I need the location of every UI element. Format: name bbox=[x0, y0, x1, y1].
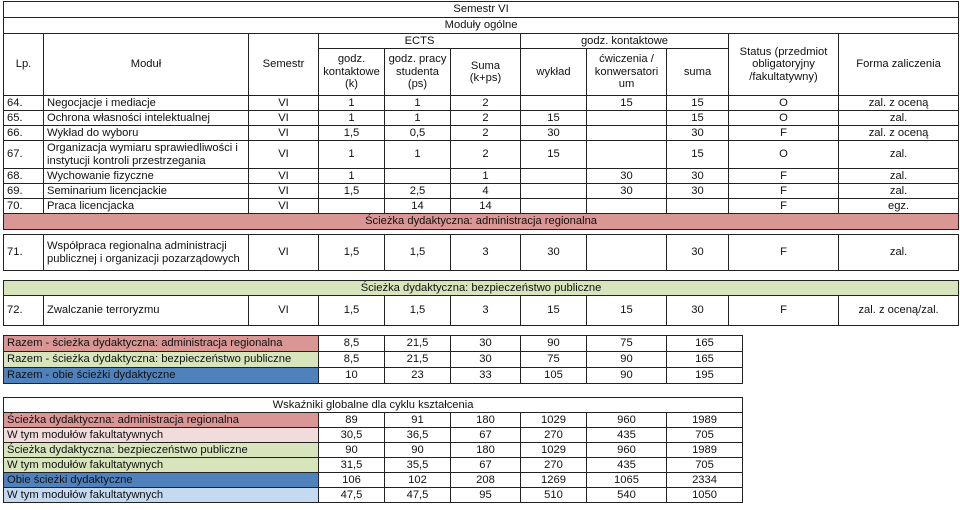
global-value: 106 bbox=[319, 473, 385, 488]
module-row bbox=[4, 235, 959, 271]
section-title: Moduły ogólne bbox=[4, 18, 959, 34]
kps-cell: 2 bbox=[451, 96, 521, 111]
form-cell: zal. bbox=[839, 141, 959, 169]
global-value: 102 bbox=[385, 473, 451, 488]
global-value: 89 bbox=[319, 413, 385, 428]
totals-value: 165 bbox=[667, 352, 743, 368]
wyklad-cell: 30 bbox=[521, 126, 587, 141]
global-value: 510 bbox=[521, 488, 587, 503]
kontakt-cell: 1,5 bbox=[319, 235, 385, 271]
totals-value: 75 bbox=[521, 352, 587, 368]
global-row bbox=[4, 458, 743, 473]
header-wyklad: wykład bbox=[521, 49, 587, 96]
header-suma: suma bbox=[667, 49, 729, 96]
module-row bbox=[4, 169, 959, 184]
global-label: Ścieżka dydaktyczna: bezpieczeństwo publiczne bbox=[4, 443, 319, 458]
global-row bbox=[4, 473, 743, 488]
cwiczenia-cell bbox=[587, 141, 667, 169]
suma-cell: 30 bbox=[667, 235, 729, 271]
form-cell: zal. z oceną bbox=[839, 96, 959, 111]
global-label: Ścieżka dydaktyczna: administracja regionalna bbox=[4, 413, 319, 428]
lp-cell: 71. bbox=[4, 235, 44, 271]
form-cell: zal. bbox=[839, 184, 959, 199]
form-cell: egz. bbox=[839, 199, 959, 214]
global-value: 1989 bbox=[667, 413, 743, 428]
module-row bbox=[4, 141, 959, 169]
ps-cell: 1 bbox=[385, 111, 451, 126]
status-cell: F bbox=[729, 184, 839, 199]
header-suma-kps: Suma (k+ps) bbox=[451, 49, 521, 96]
form-cell: zal. bbox=[839, 169, 959, 184]
status-cell: F bbox=[729, 169, 839, 184]
form-cell: zal. z oceną bbox=[839, 126, 959, 141]
kontakt-cell: 1 bbox=[319, 96, 385, 111]
totals-value: 8,5 bbox=[319, 336, 385, 352]
cwiczenia-cell bbox=[587, 126, 667, 141]
kps-cell: 1 bbox=[451, 169, 521, 184]
cwiczenia-cell bbox=[587, 235, 667, 271]
suma-cell: 30 bbox=[667, 126, 729, 141]
global-label: W tym modułów fakultatywnych bbox=[4, 488, 319, 503]
semester-cell: VI bbox=[249, 235, 319, 271]
global-row bbox=[4, 488, 743, 503]
module-row bbox=[4, 296, 959, 326]
lp-cell: 66. bbox=[4, 126, 44, 141]
totals-table bbox=[3, 335, 743, 384]
status-cell: F bbox=[729, 296, 839, 326]
totals-value: 21,5 bbox=[385, 336, 451, 352]
kps-cell: 2 bbox=[451, 126, 521, 141]
global-value: 1029 bbox=[521, 413, 587, 428]
global-value: 90 bbox=[319, 443, 385, 458]
cwiczenia-cell: 15 bbox=[587, 96, 667, 111]
semester-cell: VI bbox=[249, 169, 319, 184]
module-name: Organizacja wymiaru sprawiedliwości i instytucji kontroli przestrzegania bbox=[44, 141, 249, 169]
ps-cell: 1,5 bbox=[385, 296, 451, 326]
global-value: 95 bbox=[451, 488, 521, 503]
semester-title: Semestr VI bbox=[4, 2, 959, 18]
header-status: Status (przedmiot obligatoryjny /fakultatywny) bbox=[729, 34, 839, 96]
suma-cell: 30 bbox=[667, 296, 729, 326]
header-ps: godz. pracy studenta (ps) bbox=[385, 49, 451, 96]
status-cell: F bbox=[729, 235, 839, 271]
totals-label: Razem - obie ścieżki dydaktyczne bbox=[4, 368, 319, 384]
suma-cell: 15 bbox=[667, 111, 729, 126]
lp-cell: 69. bbox=[4, 184, 44, 199]
global-value: 1269 bbox=[521, 473, 587, 488]
wyklad-cell: 15 bbox=[521, 111, 587, 126]
totals-row bbox=[4, 352, 743, 368]
form-cell: zal. z oceną/zal. bbox=[839, 296, 959, 326]
module-row bbox=[4, 111, 959, 126]
totals-value: 23 bbox=[385, 368, 451, 384]
module-name: Wykład do wyboru bbox=[44, 126, 249, 141]
cwiczenia-cell bbox=[587, 199, 667, 214]
wyklad-cell bbox=[521, 96, 587, 111]
kontakt-cell: 1,5 bbox=[319, 296, 385, 326]
totals-value: 21,5 bbox=[385, 352, 451, 368]
totals-label: Razem - ścieżka dydaktyczna: administracja regionalna bbox=[4, 336, 319, 352]
totals-value: 90 bbox=[587, 352, 667, 368]
wyklad-cell bbox=[521, 199, 587, 214]
totals-value: 10 bbox=[319, 368, 385, 384]
status-cell: O bbox=[729, 111, 839, 126]
ps-cell bbox=[385, 169, 451, 184]
status-cell: O bbox=[729, 96, 839, 111]
global-value: 35,5 bbox=[385, 458, 451, 473]
semester-cell: VI bbox=[249, 141, 319, 169]
ps-cell: 1 bbox=[385, 96, 451, 111]
kontakt-cell: 1 bbox=[319, 169, 385, 184]
module-name: Ochrona własności intelektualnej bbox=[44, 111, 249, 126]
header-form: Forma zaliczenia bbox=[839, 34, 959, 96]
totals-row bbox=[4, 368, 743, 384]
totals-value: 75 bbox=[587, 336, 667, 352]
kps-cell: 3 bbox=[451, 235, 521, 271]
form-cell: zal. bbox=[839, 111, 959, 126]
module-name: Wychowanie fizyczne bbox=[44, 169, 249, 184]
cwiczenia-cell: 15 bbox=[587, 296, 667, 326]
suma-cell: 30 bbox=[667, 184, 729, 199]
kontakt-cell: 1 bbox=[319, 141, 385, 169]
kps-cell: 2 bbox=[451, 111, 521, 126]
global-value: 36,5 bbox=[385, 428, 451, 443]
global-label: W tym modułów fakultatywnych bbox=[4, 428, 319, 443]
totals-row bbox=[4, 336, 743, 352]
lp-cell: 65. bbox=[4, 111, 44, 126]
global-value: 270 bbox=[521, 428, 587, 443]
global-value: 1065 bbox=[587, 473, 667, 488]
semester-cell: VI bbox=[249, 96, 319, 111]
header-cwiczenia: ćwiczenia / konwersatori um bbox=[587, 49, 667, 96]
kps-cell: 3 bbox=[451, 296, 521, 326]
global-value: 180 bbox=[451, 413, 521, 428]
global-value: 960 bbox=[587, 413, 667, 428]
header-semester: Semestr bbox=[249, 34, 319, 96]
kps-cell: 2 bbox=[451, 141, 521, 169]
totals-value: 90 bbox=[521, 336, 587, 352]
global-value: 47,5 bbox=[319, 488, 385, 503]
totals-value: 165 bbox=[667, 336, 743, 352]
module-row bbox=[4, 96, 959, 111]
global-value: 705 bbox=[667, 458, 743, 473]
cwiczenia-cell bbox=[587, 111, 667, 126]
suma-cell: 15 bbox=[667, 141, 729, 169]
suma-cell: 15 bbox=[667, 96, 729, 111]
header-lp: Lp. bbox=[4, 34, 44, 96]
semester-cell: VI bbox=[249, 111, 319, 126]
totals-value: 30 bbox=[451, 336, 521, 352]
semester-cell: VI bbox=[249, 184, 319, 199]
ps-cell: 2,5 bbox=[385, 184, 451, 199]
kontakt-cell: 1,5 bbox=[319, 184, 385, 199]
global-value: 208 bbox=[451, 473, 521, 488]
header-module: Moduł bbox=[44, 34, 249, 96]
ps-cell: 0,5 bbox=[385, 126, 451, 141]
kps-cell: 14 bbox=[451, 199, 521, 214]
status-cell: O bbox=[729, 141, 839, 169]
global-value: 2334 bbox=[667, 473, 743, 488]
semester-cell: VI bbox=[249, 296, 319, 326]
global-value: 31,5 bbox=[319, 458, 385, 473]
global-value: 1050 bbox=[667, 488, 743, 503]
global-value: 180 bbox=[451, 443, 521, 458]
global-value: 270 bbox=[521, 458, 587, 473]
totals-value: 30 bbox=[451, 352, 521, 368]
totals-value: 33 bbox=[451, 368, 521, 384]
module-name: Praca licencjacka bbox=[44, 199, 249, 214]
global-value: 960 bbox=[587, 443, 667, 458]
kontakt-cell bbox=[319, 199, 385, 214]
ps-cell: 1 bbox=[385, 141, 451, 169]
global-value: 30,5 bbox=[319, 428, 385, 443]
lp-cell: 64. bbox=[4, 96, 44, 111]
global-value: 67 bbox=[451, 458, 521, 473]
totals-label: Razem - ścieżka dydaktyczna: bezpieczeństwo publiczne bbox=[4, 352, 319, 368]
header-ects: ECTS bbox=[319, 34, 521, 49]
status-cell: F bbox=[729, 199, 839, 214]
curriculum-table bbox=[3, 1, 959, 326]
lp-cell: 70. bbox=[4, 199, 44, 214]
module-row bbox=[4, 126, 959, 141]
global-row bbox=[4, 428, 743, 443]
global-label: W tym modułów fakultatywnych bbox=[4, 458, 319, 473]
cwiczenia-cell: 30 bbox=[587, 169, 667, 184]
wyklad-cell bbox=[521, 169, 587, 184]
totals-value: 8,5 bbox=[319, 352, 385, 368]
header-contact-hours: godz. kontaktowe bbox=[521, 34, 729, 49]
global-value: 540 bbox=[587, 488, 667, 503]
module-name: Seminarium licencjackie bbox=[44, 184, 249, 199]
module-name: Współpraca regionalna administracji publicznej i organizacji pozarządowych bbox=[44, 235, 249, 271]
global-value: 705 bbox=[667, 428, 743, 443]
module-row bbox=[4, 184, 959, 199]
wyklad-cell: 15 bbox=[521, 141, 587, 169]
semester-cell: VI bbox=[249, 199, 319, 214]
wyklad-cell: 15 bbox=[521, 296, 587, 326]
global-value: 91 bbox=[385, 413, 451, 428]
lp-cell: 72. bbox=[4, 296, 44, 326]
lp-cell: 67. bbox=[4, 141, 44, 169]
path-security-title: Ścieżka dydaktyczna: bezpieczeństwo publiczne bbox=[4, 281, 959, 296]
ps-cell: 14 bbox=[385, 199, 451, 214]
global-value: 90 bbox=[385, 443, 451, 458]
kontakt-cell: 1,5 bbox=[319, 126, 385, 141]
global-row bbox=[4, 413, 743, 428]
totals-value: 90 bbox=[587, 368, 667, 384]
suma-cell bbox=[667, 199, 729, 214]
path-admin-title: Ścieżka dydaktyczna: administracja regionalna bbox=[4, 214, 959, 230]
module-name: Negocjacje i mediacje bbox=[44, 96, 249, 111]
global-value: 1989 bbox=[667, 443, 743, 458]
lp-cell: 68. bbox=[4, 169, 44, 184]
global-value: 435 bbox=[587, 428, 667, 443]
cwiczenia-cell: 30 bbox=[587, 184, 667, 199]
totals-value: 195 bbox=[667, 368, 743, 384]
global-value: 47,5 bbox=[385, 488, 451, 503]
totals-value: 105 bbox=[521, 368, 587, 384]
header-kontakt: godz. kontaktowe (k) bbox=[319, 49, 385, 96]
module-name: Zwalczanie terroryzmu bbox=[44, 296, 249, 326]
semester-cell: VI bbox=[249, 126, 319, 141]
global-value: 1029 bbox=[521, 443, 587, 458]
form-cell: zal. bbox=[839, 235, 959, 271]
global-value: 67 bbox=[451, 428, 521, 443]
status-cell: F bbox=[729, 126, 839, 141]
suma-cell: 30 bbox=[667, 169, 729, 184]
wyklad-cell: 30 bbox=[521, 235, 587, 271]
wyklad-cell bbox=[521, 184, 587, 199]
kontakt-cell: 1 bbox=[319, 111, 385, 126]
global-value: 435 bbox=[587, 458, 667, 473]
global-indicators-table bbox=[3, 397, 743, 503]
ps-cell: 1,5 bbox=[385, 235, 451, 271]
global-label: Obie ścieżki dydaktyczne bbox=[4, 473, 319, 488]
global-row bbox=[4, 443, 743, 458]
global-title: Wskaźniki globalne dla cyklu kształcenia bbox=[4, 398, 743, 413]
module-row bbox=[4, 199, 959, 214]
kps-cell: 4 bbox=[451, 184, 521, 199]
